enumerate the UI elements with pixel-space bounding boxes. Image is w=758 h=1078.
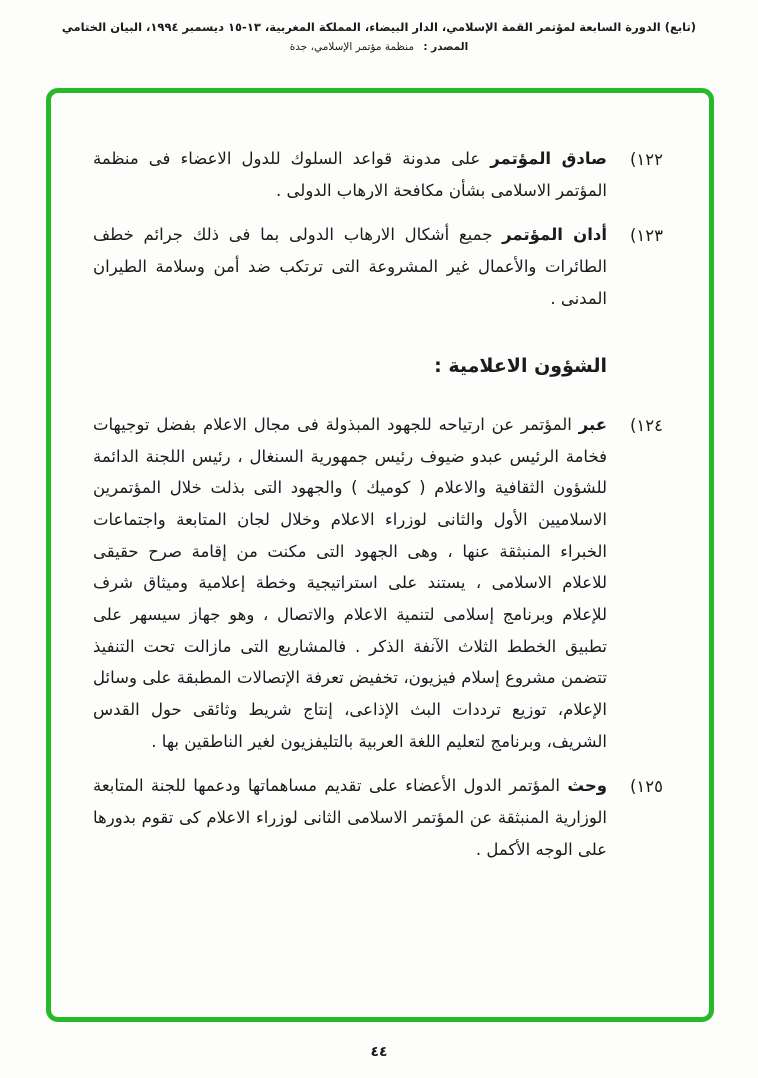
- item-lead: أدان المؤتمر: [502, 225, 608, 245]
- item-text: [93, 409, 607, 757]
- numbered-item-124: [93, 409, 663, 757]
- item-number: ١٢٣): [629, 226, 663, 246]
- item-lead: عبر: [578, 414, 607, 434]
- source-label: المصدر :: [423, 41, 469, 53]
- item-lead: وحث: [567, 776, 608, 796]
- item-lead: صادق المؤتمر: [490, 149, 607, 168]
- numbered-item-125: [93, 770, 663, 865]
- header-source-line: [0, 41, 758, 53]
- numbered-item-122: [93, 143, 663, 206]
- header-title: (تابع) الدورة السابعة لمؤتمر القمة الإسلامي، الدار البيضاء، المملكة المغربية، ١٣-١٥ ديسمبر ١٩٩٤، البيان الختامي: [61, 20, 697, 34]
- item-number: ١٢٢): [629, 150, 663, 169]
- item-body: المؤتمر عن ارتياحه للجهود المبذولة فى مجال الاعلام بفضل توجيهات فخامة الرئيس عبدو ضيوف رئيس جمهورية السنغال ، رئيس اللجنة الدائمة للشؤون الثقافية والاعلام ( كوميك ) والجهود التى بذلت خلال المؤتمرين الاسلاميين الأول والثانى لوزراء الاعلام وخلال لجان المتابعة واجتماعات الخبراء المنبثقة عنها ، وهى الجهود التى مكنت من إقامة صرح حقيقى للاعلام الاسلامى ، يستند على استراتيجية وخطة إعلامية وميثاق شرف للإعلام وبرنامج إسلامى لتنمية الاعلام والاتصال ، وهو جهاز سيسهر على تطبيق الخطط الثلاث الآنفة الذكر . فالمشاريع التى مازالت تحت التنفيذ تتضمن مشروع إسلام فيزيون، تخفيض تعرفة الإتصالات المطبقة على وسائل الإعلام، توزيع ترددات البث الإذاعى، إنتاج شريط وثائقى حول القدس الشريف، وبرنامج لتعليم اللغة العربية بالتليفزيون لغير الناطقين بها .: [93, 414, 607, 751]
- item-body: جميع أشكال الارهاب الدولى بما فى ذلك جرائم خطف الطائرات والأعمال غير المشروعة التى ترتكب ضد أمن وسلامة الطيران المدنى .: [93, 225, 607, 308]
- document-body: [51, 93, 709, 865]
- page-number: ٤٤: [370, 1044, 388, 1060]
- green-border-frame: [46, 88, 714, 1022]
- section-heading: الشؤون الاعلامية :: [434, 355, 607, 378]
- item-body: المؤتمر الدول الأعضاء على تقديم مساهماتها ودعمها للجنة المتابعة الوزارية المنبثقة عن المؤتمر الاسلامى الثانى لوزراء الاعلام كى تقوم بدورها على الوجه الأكمل .: [93, 776, 607, 859]
- item-text: [93, 143, 607, 206]
- item-text: [93, 219, 607, 314]
- document-header: [0, 20, 758, 53]
- numbered-item-123: [93, 219, 663, 314]
- item-number: ١٢٤): [629, 415, 663, 435]
- item-text: [93, 770, 607, 865]
- source-value: منظمة مؤتمر الإسلامي، جدة: [289, 41, 414, 53]
- document-footer: [0, 1044, 758, 1060]
- item-number: ١٢٥): [629, 777, 663, 797]
- item-body: على مدونة قواعد السلوك للدول الاعضاء فى منظمة المؤتمر الاسلامى بشأن مكافحة الارهاب الدولى .: [93, 149, 607, 200]
